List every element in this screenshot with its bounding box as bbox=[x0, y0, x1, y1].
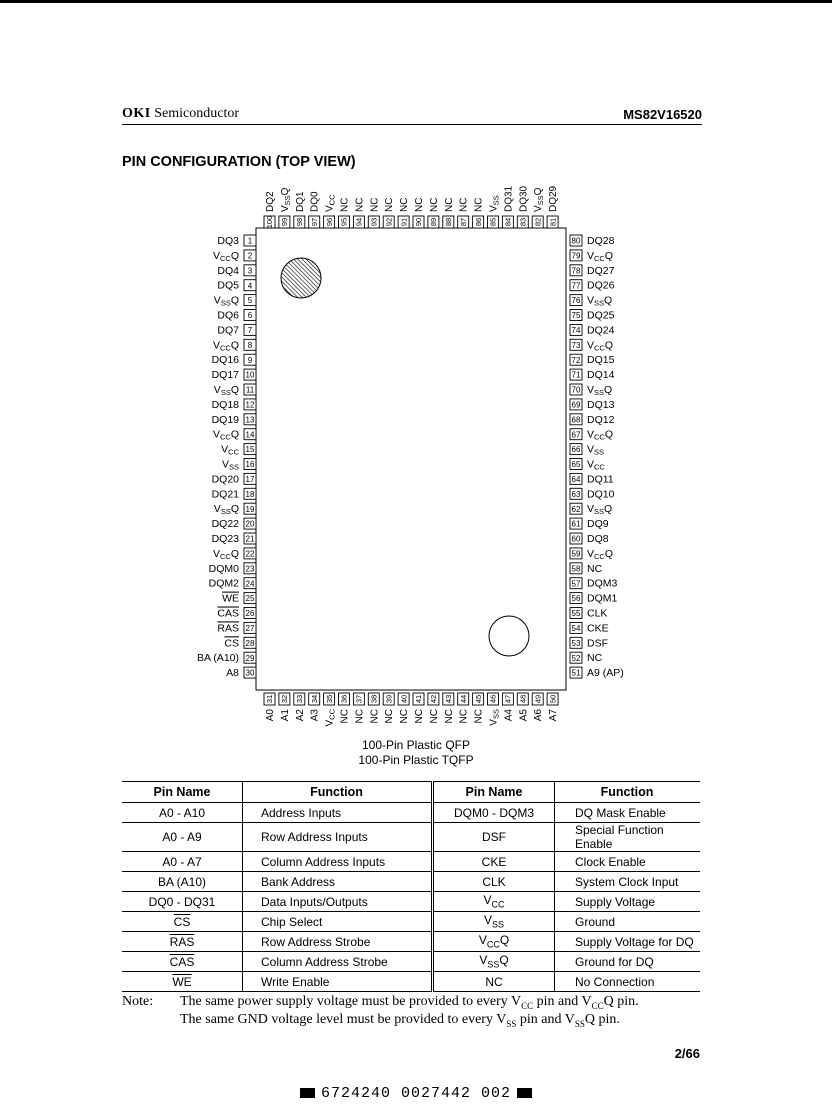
pin-label-92: NC bbox=[384, 197, 396, 212]
pin-label-11: VSSQ bbox=[213, 384, 239, 397]
pin-label-100: DQ2 bbox=[265, 191, 276, 212]
pin-label-71: DQ14 bbox=[587, 369, 615, 382]
pin-label-55: CLK bbox=[587, 607, 608, 620]
pin-number-10: 10 bbox=[245, 370, 255, 380]
pin-number-4: 4 bbox=[247, 281, 253, 291]
pin-number-1: 1 bbox=[247, 236, 253, 246]
pin-name-cell: $\overline{CS}$ bbox=[122, 912, 243, 932]
pin-number-28: 28 bbox=[245, 638, 255, 648]
table-row bbox=[122, 823, 700, 852]
pin-number-57: 57 bbox=[571, 579, 581, 589]
pin-label-83: DQ30 bbox=[518, 185, 530, 212]
pin-name-cell: CKE bbox=[433, 852, 555, 872]
header-function-2: Function bbox=[555, 782, 701, 803]
pin-number-80: 80 bbox=[571, 236, 581, 246]
pin-label-17: DQ20 bbox=[211, 473, 239, 486]
pin-label-91: NC bbox=[399, 197, 411, 212]
pin-label-41: NC bbox=[414, 709, 425, 724]
pin-label-94: NC bbox=[354, 197, 366, 212]
pin-label-6: DQ6 bbox=[217, 309, 239, 322]
pin-label-79: VCCQ bbox=[587, 249, 614, 263]
pin-number-94: 94 bbox=[354, 217, 364, 227]
pin-label-43: NC bbox=[443, 709, 455, 724]
pin-label-21: DQ23 bbox=[211, 533, 239, 545]
page-number: 2/66 bbox=[674, 1046, 700, 1061]
pin-label-87: NC bbox=[458, 197, 470, 212]
pin-number-95: 95 bbox=[339, 217, 349, 227]
pin-number-85: 85 bbox=[488, 217, 498, 227]
pin-label-18: DQ21 bbox=[211, 488, 239, 501]
pin-label-89: NC bbox=[428, 197, 440, 212]
note-label: Note: bbox=[122, 994, 154, 1009]
pin-number-18: 18 bbox=[245, 489, 255, 499]
pin-label-59: VCCQ bbox=[587, 547, 614, 561]
pin-name-cell: $V_{SS}$ bbox=[433, 912, 555, 932]
pin-name-cell: $V_{SS}Q$ bbox=[433, 952, 555, 972]
pin-number-78: 78 bbox=[571, 266, 581, 276]
pin-label-28: CS bbox=[224, 637, 239, 650]
header-pin-name-2: Pin Name bbox=[433, 782, 555, 803]
pin-label-1: DQ3 bbox=[217, 235, 239, 247]
pin-number-86: 86 bbox=[473, 217, 483, 227]
function-cell: Row Address Strobe bbox=[243, 932, 433, 952]
pin-name-cell: $\overline{CAS}$ bbox=[122, 952, 243, 972]
pin-number-2: 2 bbox=[247, 251, 253, 261]
pin-number-60: 60 bbox=[571, 534, 581, 544]
pin-number-59: 59 bbox=[571, 549, 581, 559]
pin-label-13: DQ19 bbox=[211, 413, 239, 426]
pin-label-50: A7 bbox=[548, 709, 560, 722]
pin-table bbox=[122, 781, 700, 992]
pin-number-43: 43 bbox=[444, 694, 453, 704]
pin-number-54: 54 bbox=[571, 624, 581, 633]
pin-number-16: 16 bbox=[245, 460, 255, 470]
pin-number-90: 90 bbox=[414, 217, 424, 227]
pin-label-14: VCCQ bbox=[212, 428, 239, 442]
pin-number-23: 23 bbox=[245, 564, 255, 574]
pin-label-78: DQ27 bbox=[587, 264, 615, 277]
pin-label-51: A9 (AP) bbox=[587, 667, 624, 680]
function-cell: Column Address Inputs bbox=[243, 852, 433, 872]
package-line-1: 100-Pin Plastic QFP bbox=[361, 738, 471, 752]
pin-number-44: 44 bbox=[458, 694, 468, 704]
pin-label-20: DQ22 bbox=[211, 518, 239, 531]
pin-label-8: VCCQ bbox=[212, 339, 239, 353]
pin-label-29: BA (A10) bbox=[196, 652, 239, 665]
pin-number-50: 50 bbox=[548, 694, 558, 704]
pin-name-cell: CLK bbox=[433, 872, 555, 892]
pin-label-2: VCCQ bbox=[212, 249, 239, 263]
pin-number-26: 26 bbox=[245, 609, 255, 619]
pin-label-19: VSSQ bbox=[213, 503, 239, 517]
pin-label-90: NC bbox=[414, 197, 425, 212]
pin-number-29: 29 bbox=[245, 653, 255, 663]
pin-number-79: 79 bbox=[571, 251, 581, 261]
header-pin-name-1: Pin Name bbox=[122, 782, 243, 803]
pin-number-41: 41 bbox=[414, 694, 424, 704]
pin-label-65: VCC bbox=[587, 458, 605, 472]
pin-number-3: 3 bbox=[247, 266, 253, 276]
pin-name-cell: BA (A10) bbox=[122, 872, 243, 892]
function-cell: DQ Mask Enable bbox=[555, 803, 701, 823]
pin-label-88: NC bbox=[443, 197, 455, 212]
pin-name-cell: $V_{CC}$ bbox=[433, 892, 555, 912]
pin-number-53: 53 bbox=[571, 638, 581, 648]
pin-number-77: 77 bbox=[571, 281, 581, 291]
pin-number-22: 22 bbox=[245, 549, 255, 559]
pin-label-47: A4 bbox=[503, 709, 515, 722]
pin-number-56: 56 bbox=[571, 594, 581, 604]
pin-label-52: NC bbox=[587, 652, 603, 665]
package-line-2: 100-Pin Plastic TQFP bbox=[358, 753, 474, 767]
pin-label-64: DQ11 bbox=[587, 473, 614, 486]
pin-name-cell: $V_{CC}Q$ bbox=[433, 932, 555, 952]
pin-label-39: NC bbox=[384, 709, 396, 724]
pin-label-73: VCCQ bbox=[587, 339, 614, 353]
pin-number-8: 8 bbox=[247, 340, 253, 350]
pin-number-21: 21 bbox=[245, 534, 255, 544]
pin-number-39: 39 bbox=[384, 694, 394, 704]
function-cell: Ground for DQ bbox=[555, 952, 701, 972]
pin-number-19: 19 bbox=[245, 504, 255, 514]
barcode-block-left bbox=[300, 1088, 315, 1098]
pin-number-66: 66 bbox=[571, 445, 581, 455]
pin-label-53: DSF bbox=[587, 637, 608, 650]
pin-name-cell: A0 - A7 bbox=[122, 852, 243, 872]
pin-number-7: 7 bbox=[247, 326, 253, 335]
pin-label-69: DQ13 bbox=[587, 398, 615, 411]
function-cell: Ground bbox=[555, 912, 701, 932]
pin-number-45: 45 bbox=[473, 694, 483, 704]
pin-number-33: 33 bbox=[295, 694, 304, 704]
pin-number-32: 32 bbox=[280, 694, 290, 704]
pin-number-51: 51 bbox=[571, 668, 581, 678]
pin-label-30: A8 bbox=[226, 667, 239, 680]
pin-name-cell: A0 - A9 bbox=[122, 823, 243, 852]
pin-label-23: DQM0 bbox=[208, 562, 239, 575]
pin-label-81: DQ29 bbox=[548, 185, 560, 212]
pin-label-26: CAS bbox=[217, 607, 239, 620]
pin-name-cell: DQ0 - DQ31 bbox=[122, 892, 243, 912]
pin-label-42: NC bbox=[428, 709, 440, 724]
pin-label-56: DQM1 bbox=[587, 592, 618, 605]
pin-label-46: $V_{SS}$ bbox=[488, 709, 501, 726]
function-cell: Address Inputs bbox=[243, 803, 433, 823]
pin-number-37: 37 bbox=[354, 694, 364, 704]
pin-number-82: 82 bbox=[533, 217, 543, 227]
pin-label-62: VSSQ bbox=[587, 503, 613, 517]
pin-label-68: DQ12 bbox=[587, 413, 615, 426]
section-title: PIN CONFIGURATION (TOP VIEW) bbox=[122, 154, 356, 170]
pin-name-cell: $\overline{WE}$ bbox=[122, 972, 243, 992]
function-cell: Row Address Inputs bbox=[243, 823, 433, 852]
pin-number-73: 73 bbox=[571, 340, 581, 350]
pin-number-13: 13 bbox=[245, 415, 255, 425]
pin-label-84: DQ31 bbox=[503, 185, 515, 212]
pin-number-69: 69 bbox=[571, 400, 581, 410]
footer-code-text: 6724240 0027442 002 bbox=[320, 1085, 512, 1102]
pin-number-62: 62 bbox=[571, 504, 581, 514]
table-row bbox=[122, 912, 700, 932]
note-line-2: The same GND voltage level must be provided to every $V_{SS}$ pin and $V_{SS}Q$ pin. bbox=[180, 1012, 620, 1029]
part-number: MS82V16520 bbox=[623, 107, 702, 122]
pin-label-96: $V_{CC}$ bbox=[324, 194, 337, 212]
pin-label-33: A2 bbox=[294, 709, 306, 722]
pin-name-cell: A0 - A10 bbox=[122, 803, 243, 823]
pin-number-55: 55 bbox=[571, 609, 581, 619]
pin-label-36: NC bbox=[339, 709, 351, 724]
pin-number-38: 38 bbox=[369, 694, 379, 704]
pin-number-9: 9 bbox=[247, 355, 253, 365]
pin-label-99: $V_{SS}Q$ bbox=[279, 187, 292, 212]
pin-number-58: 58 bbox=[571, 564, 581, 574]
pin-label-44: NC bbox=[458, 709, 470, 724]
pin-number-25: 25 bbox=[245, 594, 255, 604]
pin-number-100: 100 bbox=[265, 215, 275, 229]
function-cell: Column Address Strobe bbox=[243, 952, 433, 972]
pin-number-93: 93 bbox=[369, 217, 379, 227]
function-cell: Supply Voltage bbox=[555, 892, 701, 912]
pin-label-67: VCCQ bbox=[587, 428, 614, 442]
pin-number-14: 14 bbox=[245, 430, 255, 440]
pin-label-57: DQM3 bbox=[587, 577, 618, 590]
table-row bbox=[122, 932, 700, 952]
footer-code bbox=[0, 1085, 832, 1102]
pin-number-63: 63 bbox=[571, 489, 581, 499]
pin-label-95: NC bbox=[339, 197, 351, 212]
pin-name-cell: DSF bbox=[433, 823, 555, 852]
pin-number-42: 42 bbox=[429, 694, 439, 704]
pin-label-93: NC bbox=[369, 197, 381, 212]
pin-label-97: DQ0 bbox=[309, 191, 321, 212]
pin-number-49: 49 bbox=[533, 694, 543, 704]
pin-number-35: 35 bbox=[324, 694, 334, 704]
pin-number-92: 92 bbox=[384, 217, 394, 227]
pin-name-cell: NC bbox=[433, 972, 555, 992]
pin-number-15: 15 bbox=[245, 445, 255, 455]
pin-number-74: 74 bbox=[571, 326, 581, 335]
pin-number-65: 65 bbox=[571, 460, 581, 470]
pin-number-81: 81 bbox=[548, 217, 558, 227]
pin-number-84: 84 bbox=[503, 217, 513, 227]
pin-label-77: DQ26 bbox=[587, 279, 615, 292]
pin-label-74: DQ24 bbox=[587, 324, 615, 337]
pin-label-37: NC bbox=[354, 709, 366, 724]
pin-label-27: RAS bbox=[217, 622, 239, 635]
pin-label-9: DQ16 bbox=[211, 354, 239, 367]
oki-logo: OKI bbox=[122, 106, 151, 121]
table-row bbox=[122, 852, 700, 872]
table-row bbox=[122, 972, 700, 992]
pin-label-32: A1 bbox=[279, 709, 291, 722]
pin-number-89: 89 bbox=[429, 217, 439, 227]
pin-label-58: NC bbox=[587, 562, 603, 575]
pin-label-12: DQ18 bbox=[211, 398, 239, 411]
pin-number-17: 17 bbox=[245, 475, 255, 484]
function-cell: Bank Address bbox=[243, 872, 433, 892]
pin-number-11: 11 bbox=[245, 385, 255, 395]
pin-label-66: VSS bbox=[587, 443, 605, 457]
pin-number-34: 34 bbox=[309, 694, 319, 704]
pin-number-98: 98 bbox=[295, 217, 304, 227]
table-row bbox=[122, 803, 700, 823]
pin-number-20: 20 bbox=[245, 519, 255, 529]
pin-label-70: VSSQ bbox=[587, 384, 613, 397]
pin-number-48: 48 bbox=[518, 694, 528, 704]
header-function-1: Function bbox=[243, 782, 433, 803]
table-row bbox=[122, 872, 700, 892]
pin-label-38: NC bbox=[369, 709, 381, 724]
pin-label-15: VCC bbox=[221, 443, 239, 457]
pin-label-61: DQ9 bbox=[587, 518, 609, 531]
pin-number-91: 91 bbox=[399, 217, 409, 227]
pin-number-71: 71 bbox=[571, 370, 581, 380]
table-header-row bbox=[122, 782, 700, 803]
pin-number-64: 64 bbox=[571, 475, 581, 484]
pin-label-54: CKE bbox=[587, 622, 609, 635]
pin1-marker bbox=[281, 258, 321, 298]
pin-label-82: $V_{SS}Q$ bbox=[533, 187, 546, 212]
note-line-1: The same power supply voltage must be provided to every $V_{CC}$ pin and $V_{CC}Q$ pin. bbox=[180, 994, 639, 1011]
pin-label-76: VSSQ bbox=[587, 294, 613, 308]
table-row bbox=[122, 952, 700, 972]
pin-label-72: DQ15 bbox=[587, 354, 615, 367]
pin-label-25: WE bbox=[222, 592, 239, 605]
pin-number-96: 96 bbox=[324, 217, 334, 227]
table-row bbox=[122, 892, 700, 912]
pin-label-24: DQM2 bbox=[208, 577, 239, 590]
pin-label-86: NC bbox=[473, 197, 485, 212]
pin-label-16: VSS bbox=[221, 458, 239, 472]
pin-label-31: A0 bbox=[265, 709, 276, 722]
pin-number-76: 76 bbox=[571, 296, 581, 306]
ejector-mark bbox=[489, 616, 529, 656]
barcode-block-right bbox=[517, 1088, 532, 1098]
function-cell: Data Inputs/Outputs bbox=[243, 892, 433, 912]
pin-number-61: 61 bbox=[571, 519, 581, 529]
pin-label-49: A6 bbox=[533, 709, 545, 722]
pin-label-40: NC bbox=[399, 709, 411, 724]
pin-number-30: 30 bbox=[245, 668, 255, 678]
pin-number-36: 36 bbox=[339, 694, 349, 704]
pin-number-99: 99 bbox=[280, 217, 290, 227]
pin-number-6: 6 bbox=[247, 311, 253, 321]
pin-number-52: 52 bbox=[571, 653, 581, 663]
pin-label-48: A5 bbox=[518, 709, 530, 722]
function-cell: Supply Voltage for DQ bbox=[555, 932, 701, 952]
pin-number-47: 47 bbox=[503, 694, 513, 704]
function-cell: Special Function Enable bbox=[555, 823, 701, 852]
pin-label-4: DQ5 bbox=[217, 279, 239, 292]
pin-number-67: 67 bbox=[571, 430, 581, 440]
function-cell: System Clock Input bbox=[555, 872, 701, 892]
pin-number-72: 72 bbox=[571, 355, 581, 365]
function-cell: Write Enable bbox=[243, 972, 433, 992]
pin-label-85: $V_{SS}$ bbox=[488, 195, 501, 212]
pin-name-cell: $\overline{RAS}$ bbox=[122, 932, 243, 952]
pin-number-70: 70 bbox=[571, 385, 581, 395]
pin-label-3: DQ4 bbox=[217, 264, 239, 277]
pin-label-60: DQ8 bbox=[587, 533, 609, 545]
pin-number-27: 27 bbox=[245, 624, 255, 633]
pin-number-12: 12 bbox=[245, 400, 255, 410]
brand-suffix: Semiconductor bbox=[154, 106, 239, 121]
pin-number-68: 68 bbox=[571, 415, 581, 425]
pin-number-87: 87 bbox=[458, 217, 468, 227]
pin-number-97: 97 bbox=[309, 217, 319, 227]
pin-number-88: 88 bbox=[444, 217, 453, 227]
pin-label-75: DQ25 bbox=[587, 309, 615, 322]
pin-label-10: DQ17 bbox=[211, 369, 239, 382]
pin-number-5: 5 bbox=[247, 296, 253, 306]
pin-label-5: VSSQ bbox=[213, 294, 239, 308]
pin-name-cell: DQM0 - DQM3 bbox=[433, 803, 555, 823]
pin-number-83: 83 bbox=[518, 217, 528, 227]
pin-label-98: DQ1 bbox=[294, 191, 306, 212]
pin-label-34: A3 bbox=[309, 709, 321, 722]
pin-number-46: 46 bbox=[488, 694, 498, 704]
pin-label-80: DQ28 bbox=[587, 235, 615, 247]
function-cell: No Connection bbox=[555, 972, 701, 992]
pin-label-7: DQ7 bbox=[217, 324, 239, 337]
pin-number-40: 40 bbox=[399, 694, 409, 704]
function-cell: Clock Enable bbox=[555, 852, 701, 872]
pin-label-45: NC bbox=[473, 709, 485, 724]
pin-number-31: 31 bbox=[265, 694, 275, 704]
pin-label-22: VCCQ bbox=[212, 547, 239, 561]
pin-label-63: DQ10 bbox=[587, 488, 615, 501]
function-cell: Chip Select bbox=[243, 912, 433, 932]
pin-number-75: 75 bbox=[571, 311, 581, 321]
pin-label-35: $V_{CC}$ bbox=[324, 709, 337, 727]
pin-number-24: 24 bbox=[245, 579, 255, 589]
